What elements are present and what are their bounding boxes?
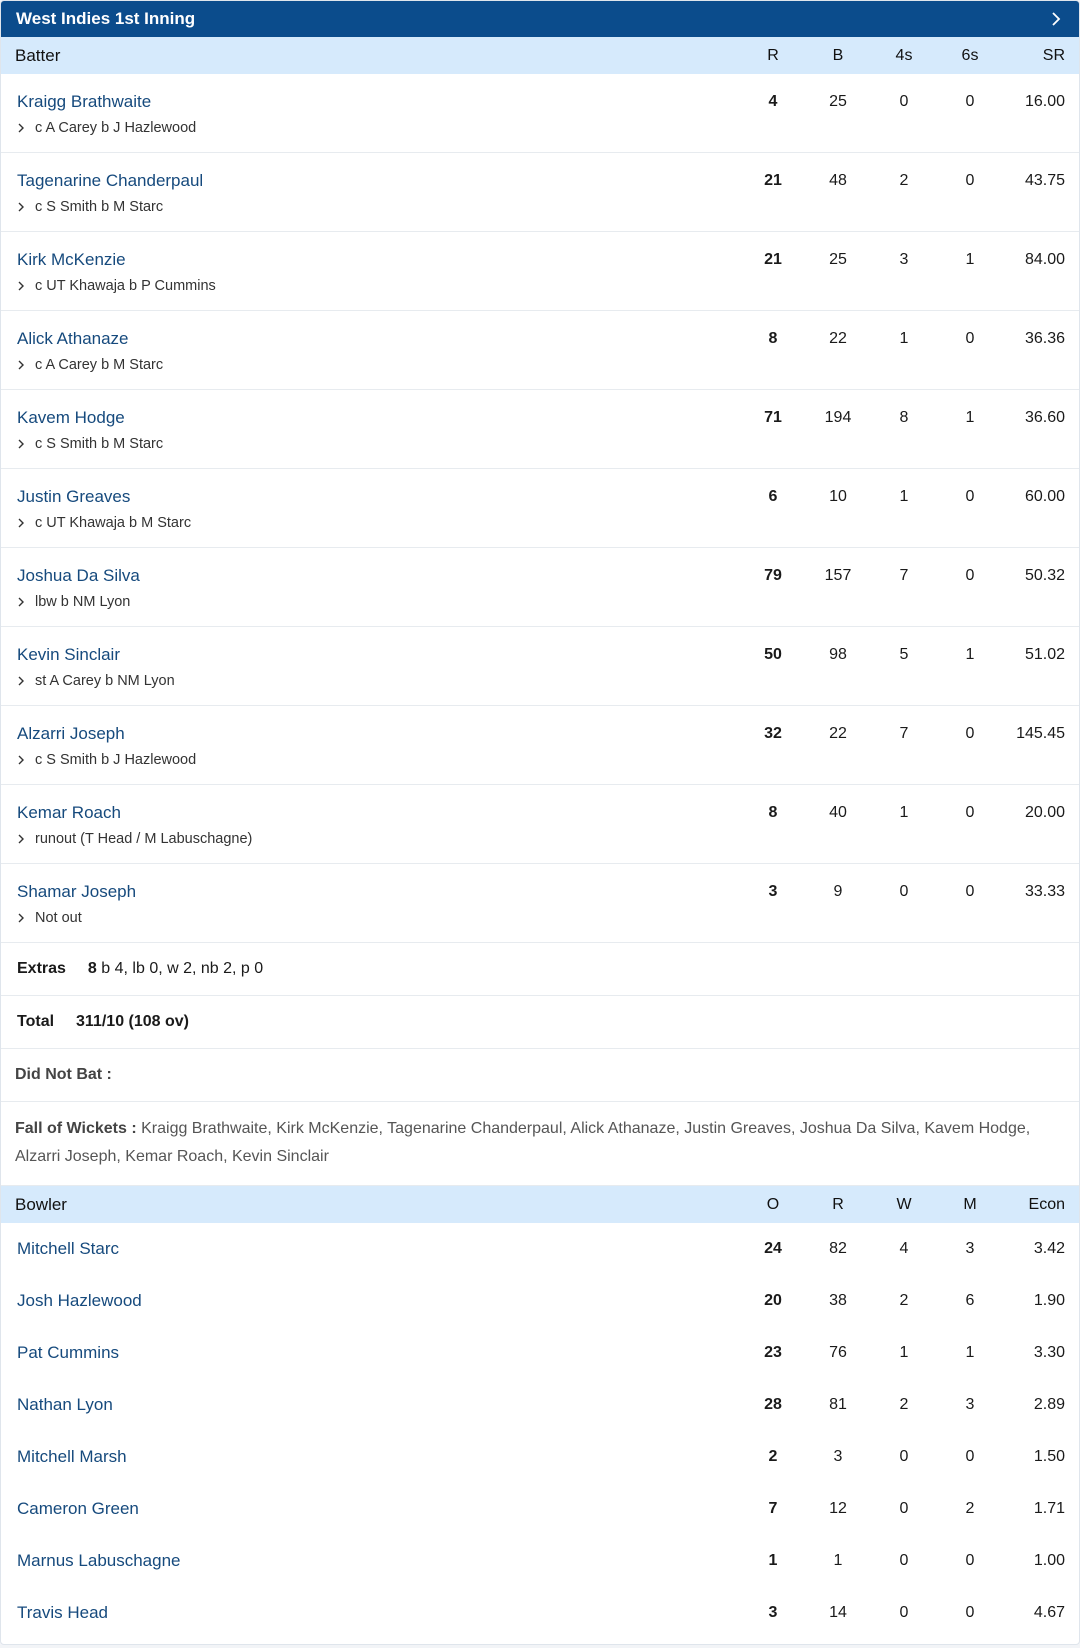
bowler-runs: 38 [829,1292,847,1309]
dismissal-text: c UT Khawaja b M Starc [35,515,192,531]
batter-sixes: 0 [965,725,975,742]
batter-row [1,232,1079,311]
batter-runs: 50 [764,646,782,663]
bowler-info [1,1431,741,1467]
batter-info [1,74,741,136]
batter-sixes: 0 [965,883,975,900]
chevron-right-icon [17,596,29,608]
batter-info [1,627,741,689]
batter-runs: 3 [768,883,778,900]
dismissal-text: c S Smith b M Starc [35,436,164,452]
batter-balls: 9 [833,883,843,900]
bowler-row [1,1327,1079,1379]
bowler-overs: 7 [768,1500,778,1517]
dismissal-info [17,199,741,215]
batter-strike-rate: 50.32 [1024,567,1065,584]
bowler-runs: 81 [829,1396,847,1413]
col-strike-rate: SR [1042,46,1065,64]
batter-row [1,153,1079,232]
bowler-info [1,1275,741,1311]
batter-sixes: 1 [965,409,975,426]
bowler-maidens: 6 [965,1292,975,1309]
batter-fours: 0 [899,883,909,900]
batter-balls: 22 [829,725,847,742]
batter-name-link[interactable]: Alick Athanaze [17,329,129,348]
bowler-runs: 3 [833,1448,843,1465]
batter-runs: 79 [764,567,782,584]
batter-info [1,232,741,294]
dismissal-info [17,436,741,452]
batter-info [1,706,741,768]
batter-sixes: 0 [965,567,975,584]
dismissal-info [17,278,741,294]
batter-fours: 3 [899,251,909,268]
bowler-overs: 2 [768,1448,778,1465]
chevron-right-icon [17,833,29,845]
batter-sixes: 0 [965,172,975,189]
batter-runs: 4 [768,93,778,110]
batter-balls: 40 [829,804,847,821]
batter-fours: 7 [899,725,909,742]
batter-strike-rate: 145.45 [1016,725,1065,742]
bowler-maidens: 1 [965,1344,975,1361]
col-maidens: M [963,1195,977,1213]
bowling-table [1,1223,1079,1639]
batter-balls: 22 [829,330,847,347]
col-wickets: W [896,1195,912,1213]
batter-row [1,311,1079,390]
batter-runs: 6 [768,488,778,505]
batter-strike-rate: 84.00 [1024,251,1065,268]
batter-row [1,74,1079,153]
batter-info [1,864,741,926]
bowler-overs: 23 [764,1344,782,1361]
bowler-wickets: 0 [899,1500,909,1517]
chevron-right-icon [17,912,29,924]
bowler-name-link[interactable]: Josh Hazlewood [17,1291,142,1310]
bowler-name-link[interactable]: Travis Head [17,1603,109,1622]
dismissal-text: runout (T Head / M Labuschagne) [35,831,253,847]
batter-name-link[interactable]: Justin Greaves [17,487,131,506]
col-sixes: 6s [961,46,979,64]
chevron-right-icon [17,754,29,766]
bowler-wickets: 2 [899,1396,909,1413]
bowler-economy: 3.30 [1033,1344,1065,1361]
batter-name-link[interactable]: Shamar Joseph [17,882,137,901]
batter-strike-rate: 51.02 [1024,646,1065,663]
batter-info [1,153,741,215]
bowler-wickets: 4 [899,1240,909,1257]
extras-row [1,943,1079,996]
batter-runs: 21 [764,172,782,189]
inning-title: West Indies 1st Inning [16,9,196,28]
bowler-info [1,1535,741,1571]
bowler-economy: 4.67 [1033,1604,1065,1621]
did-not-bat-row [1,1049,1079,1102]
bowler-runs: 12 [829,1500,847,1517]
dismissal-text: c A Carey b J Hazlewood [35,120,197,136]
batter-strike-rate: 43.75 [1024,172,1065,189]
dismissal-info [17,831,741,847]
bowler-economy: 1.71 [1033,1500,1065,1517]
batter-name-link[interactable]: Tagenarine Chanderpaul [17,171,204,190]
bowler-row [1,1535,1079,1587]
batter-runs: 8 [768,330,778,347]
dismissal-info [17,357,741,373]
fall-of-wickets-text: Kraigg Brathwaite, Kirk McKenzie, Tagenarine Chanderpaul, Alick Athanaze, Justin Greaves, Joshua Da Silva, Kavem Hodge, Alzarri Joseph, Kemar Roach, Kevin Sinclair [15,1120,1031,1165]
fall-of-wickets [1,1102,1079,1186]
batter-row [1,864,1079,943]
batter-row [1,706,1079,785]
bowler-name-link[interactable]: Pat Cummins [17,1343,120,1362]
batter-runs: 32 [764,725,782,742]
batter-name-link[interactable]: Kavem Hodge [17,408,125,427]
batter-info [1,390,741,452]
batter-runs: 21 [764,251,782,268]
batter-sixes: 1 [965,646,975,663]
bowler-wickets: 0 [899,1604,909,1621]
col-overs: O [766,1195,780,1213]
chevron-right-icon [17,122,29,134]
batter-balls: 25 [829,93,847,110]
bowler-maidens: 2 [965,1500,975,1517]
dismissal-text: c S Smith b M Starc [35,199,164,215]
bowler-wickets: 0 [899,1448,909,1465]
batter-info [1,311,741,373]
batter-strike-rate: 36.36 [1024,330,1065,347]
chevron-right-icon[interactable] [1047,10,1065,28]
bowler-info [1,1327,741,1363]
chevron-right-icon [17,675,29,687]
bowler-maidens: 0 [965,1448,975,1465]
bowler-row [1,1587,1079,1639]
total-value: 311/10 (108 ov) [76,1013,189,1030]
bowler-row [1,1223,1079,1275]
inning-header[interactable] [1,1,1079,37]
dismissal-info [17,594,741,610]
dismissal-info [17,673,741,689]
bowler-economy: 3.42 [1033,1240,1065,1257]
batter-fours: 5 [899,646,909,663]
bowler-maidens: 0 [965,1552,975,1569]
bowler-name-link[interactable]: Marnus Labuschagne [17,1551,181,1570]
batter-name-link[interactable]: Kraigg Brathwaite [17,92,152,111]
batter-balls: 98 [829,646,847,663]
chevron-right-icon [17,517,29,529]
dismissal-text: c A Carey b M Starc [35,357,164,373]
batter-balls: 48 [829,172,847,189]
bowler-economy: 2.89 [1033,1396,1065,1413]
batter-strike-rate: 20.00 [1024,804,1065,821]
bowler-maidens: 0 [965,1604,975,1621]
dismissal-info [17,910,741,926]
dismissal-text: c UT Khawaja b P Cummins [35,278,216,294]
bowler-overs: 28 [764,1396,782,1413]
total-row [1,996,1079,1049]
bowler-info [1,1483,741,1519]
batter-runs: 71 [764,409,782,426]
batter-sixes: 0 [965,488,975,505]
bowler-overs: 24 [764,1240,782,1257]
bowler-name-link[interactable]: Mitchell Starc [17,1239,120,1258]
batter-row [1,785,1079,864]
fall-of-wickets-label: Fall of Wickets : [15,1120,137,1137]
bowler-runs: 1 [833,1552,843,1569]
chevron-right-icon [17,201,29,213]
bowler-economy: 1.00 [1033,1552,1065,1569]
batter-balls: 157 [824,567,852,584]
bowler-row [1,1379,1079,1431]
batter-strike-rate: 16.00 [1024,93,1065,110]
bowler-economy: 1.90 [1033,1292,1065,1309]
col-fours: 4s [895,46,913,64]
bowler-wickets: 1 [899,1344,909,1361]
col-batter: Batter [15,45,61,65]
col-balls: B [832,46,844,64]
batter-strike-rate: 33.33 [1024,883,1065,900]
batter-row [1,548,1079,627]
batter-sixes: 1 [965,251,975,268]
extras-value [88,960,263,978]
bowler-row [1,1275,1079,1327]
bowler-row [1,1431,1079,1483]
dismissal-info [17,752,741,768]
batting-table [1,74,1079,943]
bowler-name-link[interactable]: Nathan Lyon [17,1395,113,1414]
bowler-overs: 3 [768,1604,778,1621]
bowling-table-header [1,1186,1079,1223]
batter-row [1,469,1079,548]
batter-name-link[interactable]: Joshua Da Silva [17,566,140,585]
batter-name-link[interactable]: Kirk McKenzie [17,250,126,269]
bowler-economy: 1.50 [1033,1448,1065,1465]
extras-detail: b 4, lb 0, w 2, nb 2, p 0 [101,960,264,977]
batter-sixes: 0 [965,330,975,347]
dismissal-text: lbw b NM Lyon [35,594,131,610]
col-runs: R [767,46,779,64]
batter-strike-rate: 36.60 [1024,409,1065,426]
batter-fours: 8 [899,409,909,426]
dismissal-text: st A Carey b NM Lyon [35,673,175,689]
batter-runs: 8 [768,804,778,821]
col-runs-conceded: R [832,1195,844,1213]
batter-info [1,548,741,610]
bowler-info [1,1223,741,1259]
extras-total: 8 [87,960,97,977]
batter-fours: 0 [899,93,909,110]
bowler-runs: 76 [829,1344,847,1361]
bowler-runs: 82 [829,1240,847,1257]
bowler-overs: 1 [768,1552,778,1569]
dismissal-info [17,120,741,136]
bowler-wickets: 2 [899,1292,909,1309]
bowler-maidens: 3 [965,1240,975,1257]
extras-label: Extras [17,960,66,977]
dismissal-text: Not out [35,910,82,926]
bowler-info [1,1379,741,1415]
total-label: Total [17,1013,55,1030]
bowler-name-link[interactable]: Cameron Green [17,1499,139,1518]
batter-fours: 1 [899,488,909,505]
batter-row [1,390,1079,469]
bowler-overs: 20 [764,1292,782,1309]
chevron-right-icon [17,280,29,292]
batter-row [1,627,1079,706]
chevron-right-icon [17,438,29,450]
bowler-wickets: 0 [899,1552,909,1569]
bowler-name-link[interactable]: Mitchell Marsh [17,1447,127,1466]
bowler-info [1,1587,741,1623]
bowler-row [1,1483,1079,1535]
batter-fours: 1 [899,330,909,347]
batter-strike-rate: 60.00 [1024,488,1065,505]
batter-fours: 7 [899,567,909,584]
batter-name-link[interactable]: Kemar Roach [17,803,121,822]
col-economy: Econ [1028,1195,1065,1213]
bowler-runs: 14 [829,1604,847,1621]
batter-balls: 194 [824,409,852,426]
batter-name-link[interactable]: Alzarri Joseph [17,724,125,743]
batter-name-link[interactable]: Kevin Sinclair [17,645,120,664]
dismissal-info [17,515,741,531]
did-not-bat-label: Did Not Bat : [15,1066,112,1083]
chevron-right-icon [17,359,29,371]
dismissal-text: c S Smith b J Hazlewood [35,752,197,768]
batter-balls: 10 [829,488,847,505]
batter-fours: 2 [899,172,909,189]
batter-balls: 25 [829,251,847,268]
col-bowler: Bowler [15,1194,67,1214]
batter-fours: 1 [899,804,909,821]
batting-table-header [1,37,1079,74]
batter-info [1,785,741,847]
bowler-maidens: 3 [965,1396,975,1413]
batter-sixes: 0 [965,93,975,110]
batter-sixes: 0 [965,804,975,821]
batter-info [1,469,741,531]
